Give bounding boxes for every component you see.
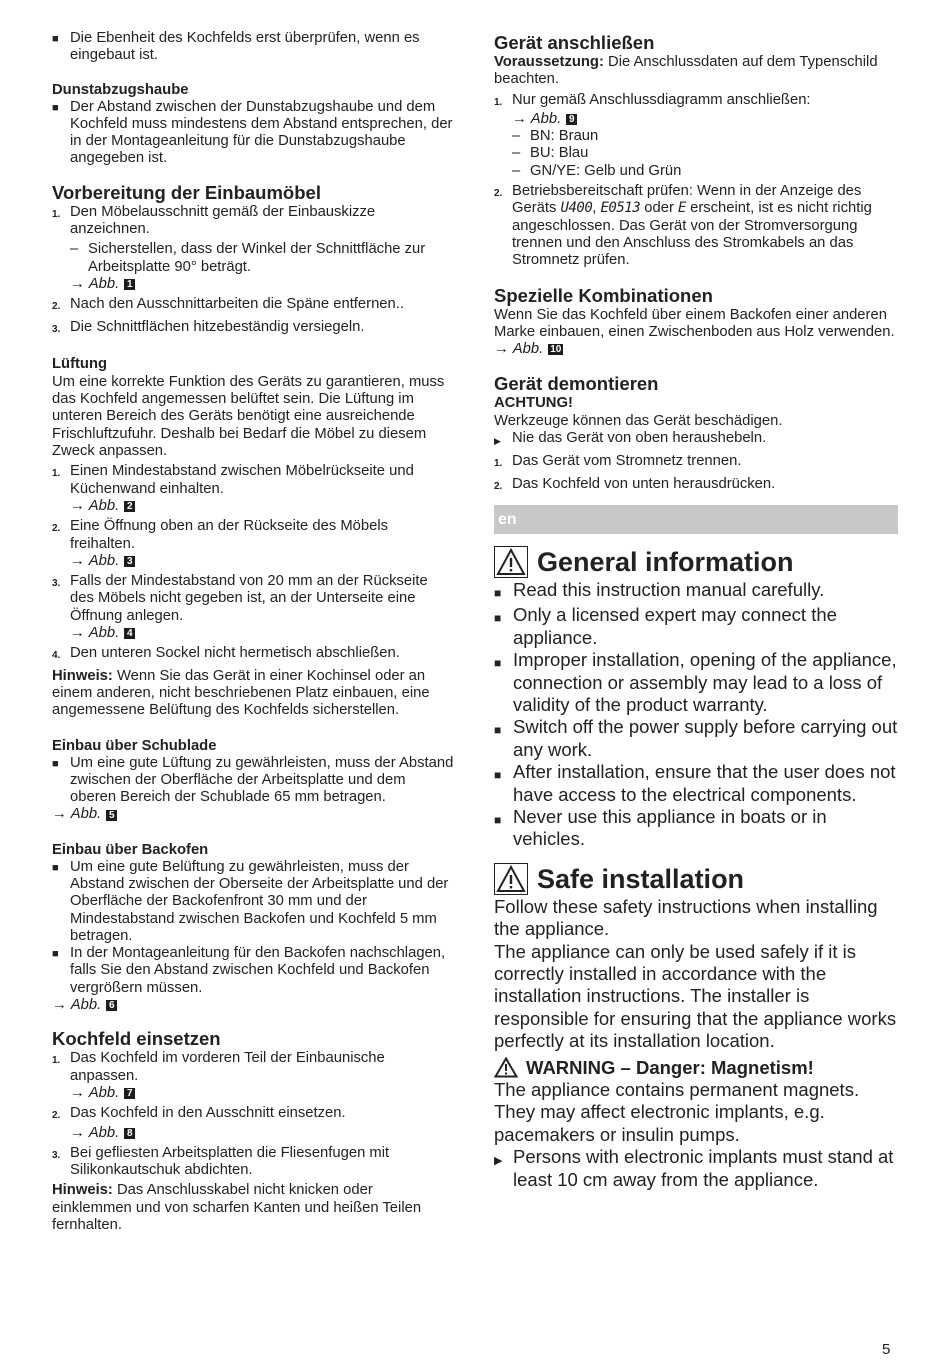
step-1 xyxy=(52,1050,454,1085)
step-text: Einen Mindestabstand zwischen Möbelrückseite und Küchenwand einhalten. xyxy=(70,463,414,497)
paragraph: The appliance contains permanent magnets. They may affect electronic implants, e.g. pacemakers or insulin pumps. xyxy=(494,1079,860,1145)
step-text: Das Kochfeld in den Ausschnitt einsetzen. xyxy=(70,1105,346,1122)
warning-icon xyxy=(494,863,528,895)
step-number: 1. xyxy=(494,96,503,108)
step-text xyxy=(512,183,898,269)
warning-text: WARNING – Danger: Magnetism! xyxy=(526,1056,814,1078)
warning-triangle-icon xyxy=(494,1057,518,1078)
prerequisite-label: Voraussetzung: xyxy=(494,54,604,70)
dash-mark: – xyxy=(512,128,521,145)
list-item-text: In der Montageanleitung für den Backofen nachschlagen, falls Sie den Abstand zwischen Kochfeld und Backofen vergrößern müssen. xyxy=(70,945,446,996)
step-number: 3. xyxy=(52,323,61,335)
step-1 xyxy=(52,463,454,498)
list-item xyxy=(52,30,454,65)
figure-number-badge: 4 xyxy=(124,628,135,639)
paragraph: Wenn Sie das Kochfeld über einem Backofen einer anderen Marke einbauen, einen Zwischenboden aus Holz verwenden. xyxy=(494,306,895,340)
figure-number-badge: 3 xyxy=(124,556,135,567)
section-heading-spezielle: Spezielle Kombinationen xyxy=(494,284,713,306)
arrow-icon: → xyxy=(70,552,85,569)
step-number: 2. xyxy=(52,301,61,313)
figure-reference xyxy=(70,498,454,515)
list-item-text: Improper installation, opening of the appliance, connection or assembly may lead to a loss of validity of the product warranty. xyxy=(513,649,897,715)
step-number: 1. xyxy=(52,208,61,220)
step-text: Eine Öffnung oben an der Rückseite des Möbels freihalten. xyxy=(70,518,389,552)
display-code: U400 xyxy=(560,200,593,217)
heading-text: Safe installation xyxy=(537,863,745,894)
arrow-icon: → xyxy=(70,275,85,292)
step-number: 1. xyxy=(494,458,503,470)
reference-label: Abb. xyxy=(88,552,120,569)
dash-item-text: BU: Blau xyxy=(530,145,589,162)
general-list xyxy=(494,579,898,851)
step-number: 3. xyxy=(52,578,61,590)
step-2 xyxy=(494,183,898,269)
bullet-mark: ■ xyxy=(52,101,59,114)
bullet-mark: ■ xyxy=(494,585,502,600)
reference-label: Abb. xyxy=(88,275,120,292)
section-heading-general xyxy=(494,546,898,578)
figure-number-badge: 2 xyxy=(124,501,135,512)
list-item-text: After installation, ensure that the user does not have access to the electrical components. xyxy=(513,761,896,805)
section-heading-safe-installation xyxy=(494,863,898,895)
step-3 xyxy=(52,573,454,625)
arrow-icon: → xyxy=(70,625,85,642)
step-number: 2. xyxy=(494,480,503,492)
dash-item xyxy=(512,145,898,162)
dash-mark: – xyxy=(512,145,521,162)
step-text-part: Betriebsbereitschaft prüfen: Wenn in der Anzeige des Geräts xyxy=(512,183,862,217)
dash-item xyxy=(70,241,454,276)
step-text: Das Kochfeld von unten herausdrücken. xyxy=(512,475,776,492)
figure-reference xyxy=(70,553,454,570)
reference-label: Abb. xyxy=(88,625,120,642)
dash-item xyxy=(512,128,898,145)
step-text-part: oder xyxy=(644,200,674,217)
list-item xyxy=(494,604,898,649)
figure-number-badge: 8 xyxy=(124,1128,135,1139)
step-2 xyxy=(494,476,898,495)
list-item xyxy=(52,755,454,807)
bullet-mark: ■ xyxy=(52,861,59,874)
section-heading-lueftung: Lüftung xyxy=(52,355,108,372)
section-heading-dunstabzugshaube: Dunstabzugshaube xyxy=(52,81,189,98)
arrow-icon: → xyxy=(70,1124,85,1141)
bullet-mark: ■ xyxy=(494,611,502,626)
step-text: Den Möbelausschnitt gemäß der Einbauskizze anzeichnen. xyxy=(70,203,376,238)
list-item-text: Never use this appliance in boats or in vehicles. xyxy=(513,806,827,850)
step-text: Nur gemäß Anschlussdiagramm anschließen: xyxy=(512,91,811,108)
list-item-text: Um eine gute Lüftung zu gewährleisten, muss der Abstand zwischen der Oberfläche der Arbeitsplatte und dem oberen Bereich der Schublade 65 mm betragen. xyxy=(70,754,454,806)
dash-mark: – xyxy=(512,162,521,179)
safe-installation-body xyxy=(494,896,898,1191)
note xyxy=(52,668,454,720)
step-text: Die Schnittflächen hitzebeständig versiegeln. xyxy=(70,318,365,335)
bullet-mark: ■ xyxy=(52,33,59,45)
step-number: 1. xyxy=(52,1055,61,1067)
list-item xyxy=(494,579,898,604)
arrow-icon: → xyxy=(70,497,85,514)
prerequisite xyxy=(494,54,898,89)
page-number: 5 xyxy=(882,1341,891,1358)
bullet-mark: ■ xyxy=(494,813,502,827)
note xyxy=(52,1182,454,1234)
section-heading-anschliessen: Gerät anschließen xyxy=(494,32,655,53)
display-code: E xyxy=(678,200,686,217)
reference-label: Abb. xyxy=(88,497,120,514)
bullet-mark: ■ xyxy=(494,768,502,783)
reference-label: Abb. xyxy=(530,110,562,127)
bullet-mark: ■ xyxy=(52,757,59,770)
step-1 xyxy=(494,92,898,111)
step-number: 2. xyxy=(494,188,503,200)
bullet-mark: ■ xyxy=(494,723,502,738)
figure-reference xyxy=(52,997,454,1014)
list-item xyxy=(52,859,454,945)
step-number: 4. xyxy=(52,650,61,662)
action-text: Nie das Gerät von oben heraushebeln. xyxy=(512,430,767,447)
left-column xyxy=(52,0,454,1234)
list-item xyxy=(494,761,898,806)
figure-reference xyxy=(70,1125,454,1142)
arrow-icon: → xyxy=(494,341,509,358)
section-heading-vorbereitung: Vorbereitung der Einbaumöbel xyxy=(52,181,321,203)
arrow-icon: → xyxy=(52,997,67,1014)
warning-heading xyxy=(494,1057,898,1079)
figure-reference xyxy=(70,276,454,293)
section-heading-backofen: Einbau über Backofen xyxy=(52,841,209,858)
display-code: E0513 xyxy=(600,200,641,217)
step-text: Falls der Mindestabstand von 20 mm an der Rückseite des Möbels nicht gegeben ist, an der Unterseite eine Öffnung anlegen. xyxy=(70,573,428,624)
figure-number-badge: 9 xyxy=(566,114,577,125)
dash-mark: – xyxy=(70,241,79,258)
step-text-part: erscheint, ist es nicht richtig angeschlossen. Das Gerät von der Stromversorgung trennen und den Anschluss des Stromkabels an das Stromnetz prüfen. xyxy=(512,200,872,269)
step-text: Das Kochfeld im vorderen Teil der Einbaunische anpassen. xyxy=(70,1050,385,1084)
step-3 xyxy=(52,1145,454,1180)
list-item-text: Der Abstand zwischen der Dunstabzugshaube und dem Kochfeld muss mindestens dem Abstand entsprechen, der in der Montageanleitung für die Dunstabzugshaube angegeben ist. xyxy=(70,98,453,167)
step-4 xyxy=(52,645,454,664)
action-item xyxy=(494,430,898,450)
step-text: Nach den Ausschnittarbeiten die Späne entfernen.. xyxy=(70,296,404,313)
note-text: Das Anschlusskabel nicht knicken oder einklemmen und von scharfen Kanten und heißen Teilen fernhalten. xyxy=(52,1182,422,1234)
reference-label: Abb. xyxy=(88,1084,120,1101)
dash-item xyxy=(512,163,898,180)
step-number: 2. xyxy=(52,1110,61,1122)
list-item-text: Read this instruction manual carefully. xyxy=(513,578,825,600)
dash-item-text: GN/YE: Gelb und Grün xyxy=(530,162,682,179)
action-item xyxy=(494,1146,898,1191)
figure-reference xyxy=(512,111,898,128)
step-1 xyxy=(494,453,898,472)
paragraph: Um eine korrekte Funktion des Geräts zu garantieren, muss das Kochfeld angemessen belüftet sein. Die Lüftung im unteren Bereich des Geräts benötigt eine ausreichende Frischluftzufuhr. Deshalb bei Bedarf die Möbel zu diesem Zweck anpassen. xyxy=(52,373,445,460)
step-text: Den unteren Sockel nicht hermetisch abschließen. xyxy=(70,645,400,662)
list-item xyxy=(494,649,898,716)
figure-number-badge: 7 xyxy=(124,1088,135,1099)
triangle-icon: ▶ xyxy=(494,436,501,447)
step-3 xyxy=(52,319,454,338)
heading-text: General information xyxy=(537,546,794,577)
list-item xyxy=(52,945,454,997)
list-item-text: Switch off the power supply before carrying out any work. xyxy=(513,716,898,760)
step-2 xyxy=(52,296,454,315)
bullet-mark: ■ xyxy=(494,656,502,671)
dash-item-text: Sicherstellen, dass der Winkel der Schnittfläche zur Arbeitsplatte 90° beträgt. xyxy=(88,241,426,275)
step-text: Das Gerät vom Stromnetz trennen. xyxy=(512,453,742,470)
triangle-icon: ▶ xyxy=(494,1155,503,1168)
arrow-icon: → xyxy=(70,1084,85,1101)
list-item xyxy=(494,716,898,761)
arrow-icon: → xyxy=(52,806,67,823)
section-heading-einsetzen: Kochfeld einsetzen xyxy=(52,1028,221,1050)
reference-label: Abb. xyxy=(512,341,544,358)
section-heading-schublade: Einbau über Schublade xyxy=(52,737,217,754)
step-number: 1. xyxy=(52,468,61,480)
section-heading-demontieren: Gerät demontieren xyxy=(494,373,659,395)
figure-reference xyxy=(494,341,898,358)
step-1 xyxy=(52,204,454,239)
figure-reference xyxy=(70,625,454,642)
right-column xyxy=(494,0,898,1191)
reference-label: Abb. xyxy=(70,806,102,823)
action-text: Persons with electronic implants must stand at least 10 cm away from the appliance. xyxy=(513,1146,894,1190)
paragraph: The appliance can only be used safely if it is correctly installed in accordance with the installation instructions. The installer is responsible for ensuring that the appliance works perfectly at its installation location. xyxy=(494,940,897,1052)
list-item xyxy=(52,99,454,168)
figure-number-badge: 10 xyxy=(550,344,562,356)
list-item-text: Die Ebenheit des Kochfelds erst überprüfen, wenn es eingebaut ist. xyxy=(70,30,420,64)
caution-label: ACHTUNG! xyxy=(494,395,573,412)
figure-reference xyxy=(70,1085,454,1102)
note-label: Hinweis: xyxy=(52,1182,113,1199)
figure-number-badge: 6 xyxy=(106,1000,117,1011)
prerequisite-text: Die Anschlussdaten auf dem Typenschild beachten. xyxy=(494,54,878,88)
paragraph: Follow these safety instructions when installing the appliance. xyxy=(494,895,878,940)
dash-item-text: BN: Braun xyxy=(530,128,599,145)
step-2 xyxy=(52,1105,454,1124)
step-text: Bei gefliesten Arbeitsplatten die Fliesenfugen mit Silikonkautschuk abdichten. xyxy=(70,1144,390,1179)
step-2 xyxy=(52,518,454,553)
warning-icon xyxy=(494,546,528,578)
language-bar: en xyxy=(494,505,898,534)
list-item-text: Um eine gute Belüftung zu gewährleisten, muss der Abstand zwischen der Oberseite der Arbeitsplatte und der Oberfläche der Backofenfront 30 mm und der Mindestabstand zwischen Backofen und Kochfeld 5 mm betragen. xyxy=(70,858,449,944)
bullet-mark: ■ xyxy=(52,948,59,961)
step-number: 3. xyxy=(52,1149,61,1161)
separator: , xyxy=(592,200,597,217)
note-label: Hinweis: xyxy=(52,667,113,684)
figure-number-badge: 5 xyxy=(106,810,117,821)
paragraph: Werkzeuge können das Gerät beschädigen. xyxy=(494,412,783,429)
step-number: 2. xyxy=(52,523,61,535)
figure-reference xyxy=(52,806,454,823)
figure-number-badge: 1 xyxy=(124,279,135,290)
reference-label: Abb. xyxy=(70,997,102,1014)
arrow-icon: → xyxy=(512,110,527,127)
list-item-text: Only a licensed expert may connect the appliance. xyxy=(513,604,837,648)
note-text: Wenn Sie das Gerät in einer Kochinsel oder an einem anderen, nicht beschriebenen Platz einbauen, eine angemessene Belüftung des Kochfelds sicherstellen. xyxy=(52,667,430,719)
list-item xyxy=(494,806,898,851)
reference-label: Abb. xyxy=(88,1124,120,1141)
